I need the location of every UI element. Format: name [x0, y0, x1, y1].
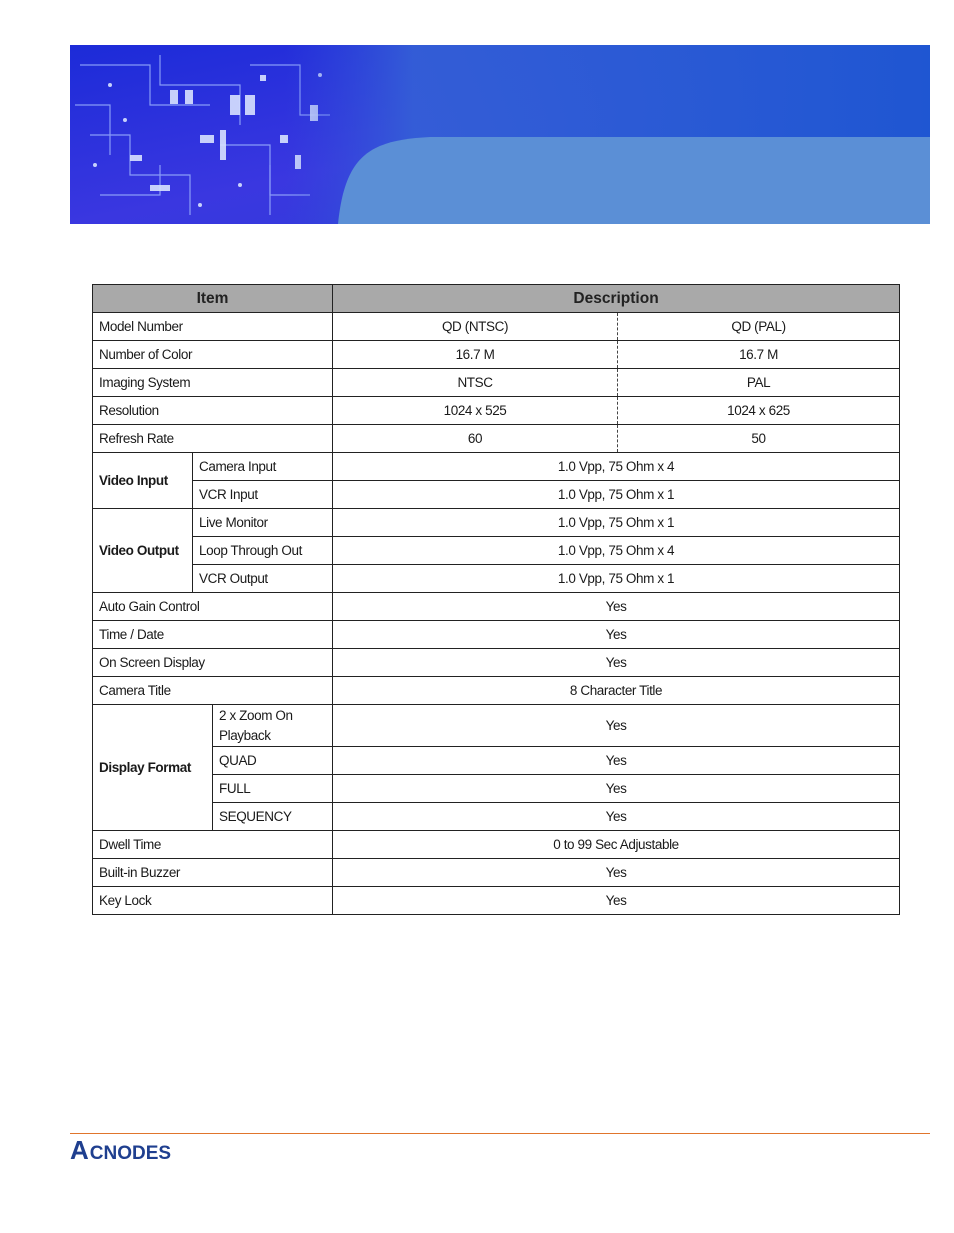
table-row [93, 313, 900, 341]
row-label-time-date: Time / Date [93, 621, 333, 649]
table-row [93, 537, 900, 565]
row-label-auto-gain-control: Auto Gain Control [93, 593, 333, 621]
row-label-vcr-input: VCR Input [193, 481, 333, 509]
row-label-model-number: Model Number [93, 313, 333, 341]
table-row [93, 705, 900, 747]
footer-divider [70, 1133, 930, 1134]
row-label-number-of-color: Number of Color [93, 341, 333, 369]
camera-title-value: 8 Character Title [333, 677, 900, 705]
row-label-resolution: Resolution [93, 397, 333, 425]
refresh-rate-ntsc: 60 [333, 425, 618, 453]
zoom-on-playback-value: Yes [333, 705, 900, 747]
row-label-refresh-rate: Refresh Rate [93, 425, 333, 453]
table-row [93, 621, 900, 649]
circuit-board-image [70, 45, 930, 224]
group-label-video-input: Video Input [93, 453, 193, 509]
acnodes-logo [70, 1136, 230, 1166]
table-row [93, 481, 900, 509]
table-row [93, 747, 900, 775]
table-row [93, 341, 900, 369]
row-label-quad: QUAD [213, 747, 333, 775]
vcr-input-value: 1.0 Vpp, 75 Ohm x 1 [333, 481, 900, 509]
table-header-row [93, 285, 900, 313]
row-label-zoom-on-playback: 2 x Zoom On Playback [213, 705, 333, 747]
dwell-time-value: 0 to 99 Sec Adjustable [333, 831, 900, 859]
row-label-live-monitor: Live Monitor [193, 509, 333, 537]
resolution-ntsc: 1024 x 525 [333, 397, 618, 425]
group-label-display-format: Display Format [93, 705, 213, 831]
table-row [93, 831, 900, 859]
row-label-built-in-buzzer: Built-in Buzzer [93, 859, 333, 887]
number-of-color-pal: 16.7 M [618, 341, 900, 369]
table-row [93, 775, 900, 803]
built-in-buzzer-value: Yes [333, 859, 900, 887]
imaging-system-pal: PAL [618, 369, 900, 397]
row-label-on-screen-display: On Screen Display [93, 649, 333, 677]
table-row [93, 859, 900, 887]
table-row [93, 369, 900, 397]
refresh-rate-pal: 50 [618, 425, 900, 453]
sequency-value: Yes [333, 803, 900, 831]
table-row [93, 425, 900, 453]
table-row [93, 565, 900, 593]
row-label-dwell-time: Dwell Time [93, 831, 333, 859]
row-label-imaging-system: Imaging System [93, 369, 333, 397]
header-banner [70, 45, 930, 224]
table-row [93, 593, 900, 621]
loop-through-out-value: 1.0 Vpp, 75 Ohm x 4 [333, 537, 900, 565]
camera-input-value: 1.0 Vpp, 75 Ohm x 4 [333, 453, 900, 481]
table-row [93, 509, 900, 537]
group-label-video-output: Video Output [93, 509, 193, 593]
on-screen-display-value: Yes [333, 649, 900, 677]
time-date-value: Yes [333, 621, 900, 649]
imaging-system-ntsc: NTSC [333, 369, 618, 397]
row-label-sequency: SEQUENCY [213, 803, 333, 831]
svg-text:ACNODES: ACNODES [70, 1136, 172, 1165]
description-column-header: Description [333, 285, 900, 313]
resolution-pal: 1024 x 625 [618, 397, 900, 425]
key-lock-value: Yes [333, 887, 900, 915]
row-label-full: FULL [213, 775, 333, 803]
acnodes-logo-image [70, 1136, 230, 1166]
vcr-output-value: 1.0 Vpp, 75 Ohm x 1 [333, 565, 900, 593]
table-row [93, 453, 900, 481]
quad-value: Yes [333, 747, 900, 775]
specification-table [92, 284, 900, 915]
number-of-color-ntsc: 16.7 M [333, 341, 618, 369]
table-row [93, 397, 900, 425]
live-monitor-value: 1.0 Vpp, 75 Ohm x 1 [333, 509, 900, 537]
table-row [93, 677, 900, 705]
model-number-pal: QD (PAL) [618, 313, 900, 341]
auto-gain-control-value: Yes [333, 593, 900, 621]
table-row [93, 803, 900, 831]
row-label-camera-input: Camera Input [193, 453, 333, 481]
row-label-loop-through-out: Loop Through Out [193, 537, 333, 565]
full-value: Yes [333, 775, 900, 803]
model-number-ntsc: QD (NTSC) [333, 313, 618, 341]
table-row [93, 649, 900, 677]
row-label-vcr-output: VCR Output [193, 565, 333, 593]
item-column-header: Item [93, 285, 333, 313]
row-label-camera-title: Camera Title [93, 677, 333, 705]
table-row [93, 887, 900, 915]
row-label-key-lock: Key Lock [93, 887, 333, 915]
